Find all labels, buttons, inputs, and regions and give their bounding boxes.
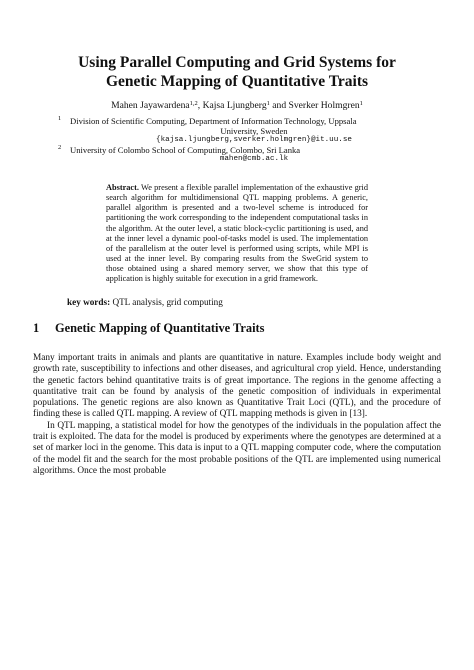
abstract-label: Abstract. — [106, 183, 139, 192]
keywords-label: key words: — [67, 297, 111, 307]
body-text — [33, 353, 441, 477]
paragraph: Many important traits in animals and plants are quantitative in nature. Examples include body weight and growth rate, susceptibility to infections and other diseases, and agricultural crop yield. Hence, understanding the genetic factors behind quantitative traits is of great importance. The regions in the genome affecting a quantitative trait can be found by analysis of the genetic composition of individuals in experimental populations. The genetic regions are also known as Quantitative Trait Loci (QTL), and the procedure of finding these is called QTL mapping. A review of QTL mapping methods is given in [13]. — [33, 353, 441, 420]
section-number: 1 — [33, 321, 40, 335]
affiliation-email: mahen@cmb.ac.lk — [219, 155, 289, 164]
affiliations — [58, 117, 438, 165]
keywords — [67, 296, 407, 308]
author-name: and Sverker Holmgren — [269, 100, 360, 111]
affiliation-mark: 2 — [58, 143, 62, 151]
abstract-text: We present a flexible parallel implementation of the exhaustive grid search algorithm for multidimensional QTL mapping problems. A generic, parallel algorithm is presented and a two-level scheme is introduced for partitioning the work corresponding to the independent computational tasks in the algorithm. At the outer level, a static block-cyclic partitioning is used, and at the inner level a dynamic pool-of-tasks model is used. The implementation of the parallelism at the outer level is performed using scripts, while MPI is used at the inner level. By comparing results from the SweGrid system to those obtained using a shared memory server, we show that this type of application is highly suitable for execution in a grid framework. — [106, 183, 368, 284]
section-heading — [33, 321, 441, 336]
affiliation-2 — [58, 143, 438, 165]
abstract — [106, 183, 368, 285]
author-name: , Kajsa Ljungberg — [197, 100, 267, 111]
paper-title — [40, 53, 434, 91]
affiliation-text: Division of Scientific Computing, Department of Information Technology, Uppsala — [70, 116, 357, 126]
paragraph: In QTL mapping, a statistical model for how the genotypes of the individuals in the population affect the trait is exploited. The data for the model is produced by experiments where the genotypes are determined at a set of marker loci in the genome. This data is input to a QTL mapping computer code, where the computation of the model fit and the search for the most probable positions of the QTL are implemented using numerical algorithms. Once the most probable — [33, 420, 441, 476]
affiliation-email: {kajsa.ljungberg,sverker.holmgren}@it.uu.se — [156, 136, 352, 145]
author-affiliation-mark: 1 — [359, 100, 363, 107]
title-line-1: Using Parallel Computing and Grid Systems for — [78, 54, 396, 71]
affiliation-1 — [58, 117, 438, 146]
author-name: Mahen Jayawardena — [111, 100, 190, 111]
author-list — [30, 100, 444, 112]
keywords-text: QTL analysis, grid computing — [110, 297, 223, 307]
title-line-2: Genetic Mapping of Quantitative Traits — [105, 73, 369, 90]
author-affiliation-mark: 1,2 — [189, 100, 198, 107]
affiliation-text: University, Sweden — [220, 125, 288, 136]
author-affiliation-mark: 1 — [266, 100, 270, 107]
section-title: Genetic Mapping of Quantitative Traits — [55, 321, 265, 335]
affiliation-mark: 1 — [58, 115, 62, 122]
affiliation-text: University of Colombo School of Computing, Colombo, Sri Lanka — [70, 144, 301, 155]
